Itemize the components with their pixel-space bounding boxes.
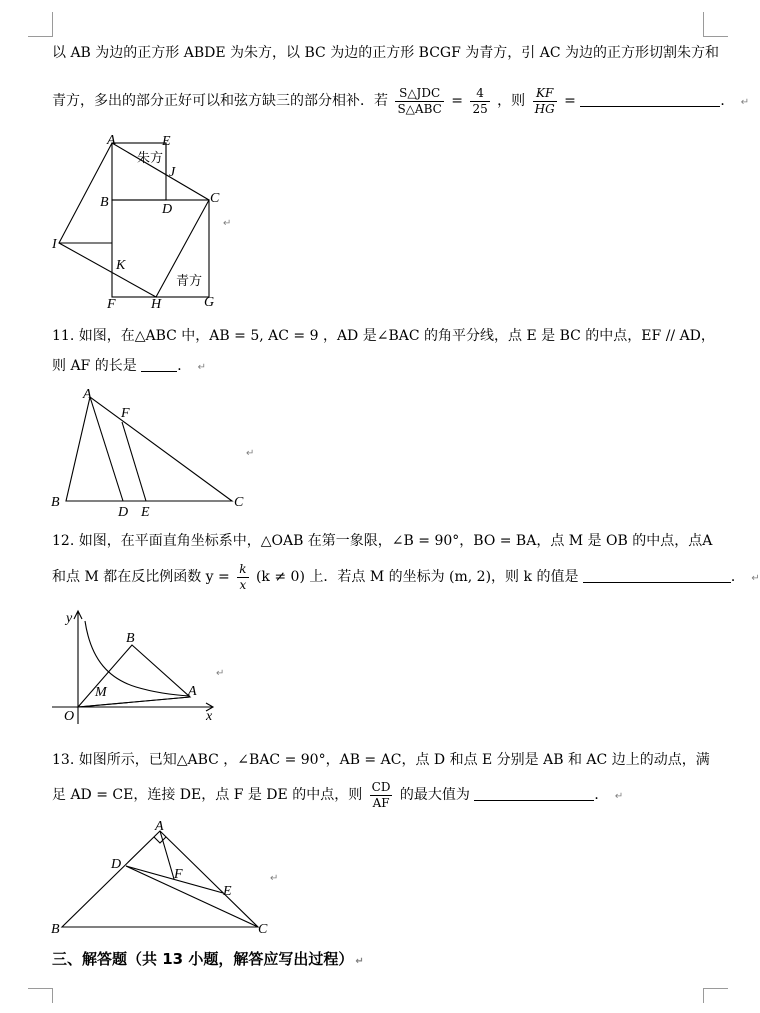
label-D: D xyxy=(118,505,129,520)
label-zhufang: 朱方 xyxy=(137,151,164,166)
label-H: H xyxy=(151,297,162,312)
q13-line-1: 13. 如图所示，已知△ABC ，∠BAC = 90°，AB = AC，点 D 和点 E 分别是 AB 和 AC 边上的动点，满 xyxy=(52,752,710,768)
function-fraction: $\frac{k}{x}$ xyxy=(239,561,247,592)
q10-line-2: 青方，多出的部分正好可以和弦方缺三的部分相补．若 $\frac{\text{S△JDC}}{\text{S△ABC}}$ = $\frac{4}{25}$ ，则 $\frac{KF}{HG}$ = ． ↵ xyxy=(52,85,750,116)
q10-figure xyxy=(48,132,248,312)
label-F: F xyxy=(107,297,116,312)
label-D: D xyxy=(111,857,122,872)
q11-figure xyxy=(48,384,258,524)
label-B: B xyxy=(51,922,60,937)
q11-line-2: 则 AF 的长是 ． ↵ xyxy=(52,358,207,374)
label-y: y xyxy=(66,611,73,626)
label-K: K xyxy=(116,258,126,273)
label-B: B xyxy=(51,495,60,510)
crop-mark-bottom-left xyxy=(28,988,53,1003)
q10-line-1: 以 AB 为边的正方形 ABDE 为朱方，以 BC 为边的正方形 BCGF 为青方，引 AC 为边的正方形切割朱方和 xyxy=(52,45,719,61)
area-ratio-fraction: $\frac{\text{S△JDC}}{\text{S△ABC}}$ xyxy=(397,85,442,116)
label-D: D xyxy=(162,202,173,217)
ratio-value-fraction: $\frac{4}{25}$ xyxy=(472,85,488,116)
label-x: x xyxy=(206,709,213,724)
label-A: A xyxy=(155,819,164,834)
answer-blank[interactable] xyxy=(474,786,594,801)
answer-blank[interactable] xyxy=(141,357,177,372)
answer-blank[interactable] xyxy=(583,568,731,583)
label-B: B xyxy=(126,631,135,646)
q11-line-1: 11. 如图，在△ABC 中，AB = 5, AC = 9 ，AD 是∠BAC 的角平分线，点 E 是 BC 的中点，EF // AD， xyxy=(52,328,715,344)
crop-mark-top-left xyxy=(28,12,53,37)
label-J: J xyxy=(169,165,176,180)
label-A: A xyxy=(83,387,92,402)
section-3-heading: 三、解答题（共 13 小题，解答应写出过程） ↵ xyxy=(52,950,364,968)
target-fraction: $\frac{KF}{HG}$ xyxy=(534,85,555,116)
label-M: M xyxy=(95,685,107,700)
label-E: E xyxy=(162,134,171,149)
q12-figure xyxy=(48,606,228,731)
label-C: C xyxy=(258,922,268,937)
answer-blank[interactable] xyxy=(580,92,720,107)
q12-line-1: 12. 如图，在平面直角坐标系中，△OAB 在第一象限，∠B = 90°，BO = BA，点 M 是 OB 的中点，点A xyxy=(52,533,713,549)
q12-line-2: 和点 M 都在反比例函数 y = $\frac{k}{x}$ (k ≠ 0) 上．若点 M 的坐标为 (m, 2)，则 k 的值是 ． ↵ xyxy=(52,561,760,592)
label-C: C xyxy=(210,191,220,206)
label-C: C xyxy=(234,495,244,510)
label-O: O xyxy=(64,709,75,724)
label-A: A xyxy=(188,684,197,699)
crop-mark-top-right xyxy=(703,12,728,37)
label-B: B xyxy=(100,195,109,210)
label-F: F xyxy=(174,867,183,882)
label-E: E xyxy=(223,884,232,899)
crop-mark-bottom-right xyxy=(703,988,728,1003)
cd-af-fraction: $\frac{CD}{AF}$ xyxy=(371,779,391,810)
label-A: A xyxy=(107,133,116,148)
q13-line-2: 足 AD = CE，连接 DE，点 F 是 DE 的中点，则 $\frac{CD}{AF}$ 的最大值为 ． ↵ xyxy=(52,779,624,810)
label-qingfang: 青方 xyxy=(176,274,203,289)
label-F: F xyxy=(121,406,130,421)
q13-figure xyxy=(48,816,278,941)
label-E: E xyxy=(141,505,150,520)
label-I: I xyxy=(52,237,57,252)
label-G: G xyxy=(204,295,215,310)
